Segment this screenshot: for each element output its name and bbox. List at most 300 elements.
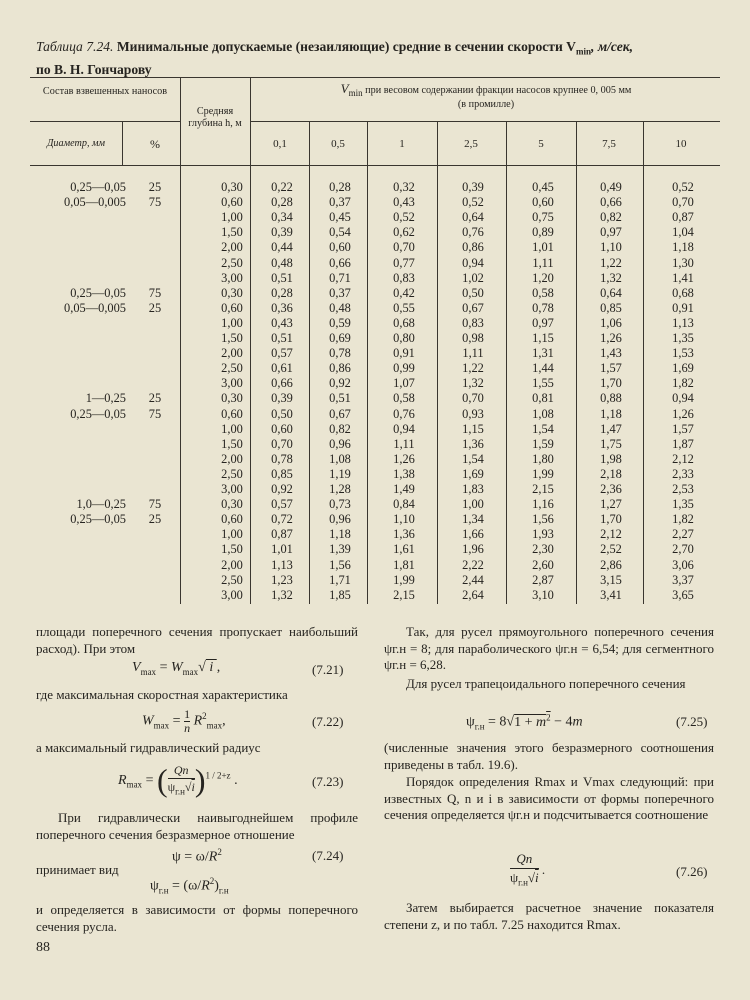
vmin-cell: 0,85 (271, 466, 293, 481)
vmin-cell: 1,93 (532, 527, 554, 542)
table-row (30, 589, 720, 603)
vmin-cell: 0,55 (393, 300, 415, 315)
table-row (30, 272, 720, 286)
vmin-cell: 0,86 (462, 240, 484, 255)
vmin-cell: 1,01 (271, 542, 293, 557)
vmin-cell: 1,26 (672, 406, 694, 421)
vmin-cell: 0,28 (271, 195, 293, 210)
table-row (30, 302, 720, 316)
vmin-cell: 1,59 (532, 436, 554, 451)
vmin-cell: 0,83 (393, 270, 415, 285)
fraction-header: 2,5 (464, 138, 478, 150)
vmin-cell: 3,15 (600, 572, 622, 587)
right-para-3: (численные значения этого безразмерного соотношения приведены в табл. 19.6). (384, 740, 714, 772)
vmin-cell: 0,52 (462, 195, 484, 210)
vmin-cell: 0,44 (271, 240, 293, 255)
fraction-header: 10 (675, 138, 687, 150)
vmin-cell: 0,51 (271, 331, 293, 345)
vmin-cell: 0,34 (271, 210, 293, 225)
vmin-cell: 1,83 (462, 482, 484, 496)
depth-cell: 0,30 (221, 391, 243, 406)
vmin-cell: 2,12 (672, 451, 694, 466)
vmin-cell: 1,11 (393, 436, 415, 451)
vmin-cell: 2,22 (462, 557, 484, 572)
vmin-cell: 1,69 (462, 466, 484, 481)
fraction-header: 0,1 (273, 138, 287, 150)
vmin-cell: 0,92 (329, 376, 351, 391)
diameter-cell: 0,25—0,05 (70, 285, 126, 300)
diameter-cell: 0,05—0,005 (64, 195, 126, 210)
vmin-cell: 1,54 (532, 421, 554, 436)
vmin-cell: 1,82 (672, 376, 694, 391)
vmin-cell: 0,37 (329, 195, 351, 210)
vmin-cell: 0,36 (271, 300, 293, 315)
vmin-cell: 0,37 (329, 285, 351, 300)
vmin-cell: 1,44 (532, 361, 554, 376)
depth-cell: 2,00 (221, 346, 243, 361)
vmin-cell: 0,28 (271, 285, 293, 300)
vmin-cell: 2,60 (532, 557, 554, 572)
vmin-cell: 1,99 (393, 572, 415, 587)
vmin-cell: 0,39 (271, 391, 293, 406)
vmin-cell: 0,81 (532, 391, 554, 406)
caption-label: Таблица 7.24. (36, 39, 114, 54)
depth-cell: 1,00 (221, 315, 243, 330)
depth-cell: 0,60 (221, 512, 243, 527)
vmin-cell: 0,96 (329, 436, 351, 451)
vmin-cell: 0,82 (600, 210, 622, 225)
header-diameter: Диаметр, мм (46, 138, 106, 149)
vmin-cell: 0,32 (393, 180, 415, 194)
vmin-cell: 3,65 (672, 587, 694, 602)
vmin-cell: 0,52 (672, 180, 694, 194)
vmin-cell: 0,48 (329, 300, 351, 315)
vmin-cell: 0,39 (271, 225, 293, 240)
vmin-cell: 1,66 (462, 527, 484, 542)
vmin-cell: 0,76 (462, 225, 484, 240)
vmin-cell: 0,58 (393, 391, 415, 406)
vmin-cell: 0,43 (271, 315, 293, 330)
right-para-1: Так, для русел прямоугольного поперечного сечения ψг.н = 8; для параболического ψг.н = 6,54; для сегментного ψг.н = 6,28. (384, 624, 714, 673)
vmin-cell: 0,71 (329, 270, 351, 285)
percent-cell: 75 (148, 285, 162, 300)
vmin-cell: 1,31 (532, 346, 554, 361)
formula-7-25: $\psi_{г.н} = 8√1 + m^2 - 4m$ (466, 712, 583, 732)
table-row (30, 226, 720, 240)
depth-cell: 2,00 (221, 451, 243, 466)
formula-7-21: $V_{max} = W_{max}√$ i , (132, 660, 221, 677)
vmin-cell: 2,70 (672, 542, 694, 557)
vmin-cell: 0,83 (462, 315, 484, 330)
vmin-cell: 3,41 (600, 587, 622, 602)
vmin-cell: 1,41 (672, 270, 694, 285)
depth-cell: 2,00 (221, 240, 243, 255)
table-top-rule (30, 77, 720, 78)
vmin-cell: 0,94 (393, 421, 415, 436)
vmin-cell: 1,34 (462, 512, 484, 527)
eq-number-7-22: (7.22) (312, 714, 344, 729)
vmin-cell: 0,85 (600, 300, 622, 315)
vmin-cell: 0,89 (532, 225, 554, 240)
vmin-cell: 1,22 (462, 361, 484, 376)
vmin-cell: 0,88 (600, 391, 622, 406)
vmin-cell: 0,51 (329, 391, 351, 406)
vmin-cell: 0,48 (271, 255, 293, 270)
vmin-cell: 0,93 (462, 406, 484, 421)
vmin-cell: 0,94 (672, 391, 694, 406)
header-percent: % (150, 137, 160, 151)
table-row (30, 377, 720, 391)
vmin-cell: 1,96 (462, 542, 484, 557)
vmin-cell: 0,97 (600, 225, 622, 240)
vmin-cell: 0,42 (393, 285, 415, 300)
vmin-cell: 0,78 (329, 346, 351, 361)
table-row (30, 513, 720, 527)
vmin-cell: 0,64 (600, 285, 622, 300)
vmin-cell: 0,58 (532, 285, 554, 300)
depth-cell: 3,00 (221, 587, 243, 602)
diameter-cell: 0,05—0,005 (64, 300, 126, 315)
vmin-cell: 1,53 (672, 346, 694, 361)
vmin-cell: 0,60 (532, 195, 554, 210)
depth-cell: 2,50 (221, 572, 243, 587)
vmin-cell: 0,70 (393, 240, 415, 255)
depth-cell: 1,00 (221, 421, 243, 436)
vmin-cell: 1,01 (532, 240, 554, 255)
vmin-cell: 0,67 (462, 300, 484, 315)
vmin-cell: 0,70 (672, 195, 694, 210)
vmin-cell: 3,06 (672, 557, 694, 572)
vmin-cell: 0,50 (462, 285, 484, 300)
vmin-cell: 0,91 (672, 300, 694, 315)
table-row (30, 181, 720, 195)
vmin-cell: 1,30 (672, 255, 694, 270)
fraction-header: 5 (538, 138, 544, 150)
diameter-cell: 1—0,25 (85, 391, 126, 406)
vmin-cell: 1,02 (462, 270, 484, 285)
vmin-cell: 1,08 (532, 406, 554, 421)
vmin-cell: 0,45 (329, 210, 351, 225)
table-row (30, 453, 720, 467)
vmin-cell: 0,67 (329, 406, 351, 421)
vmin-cell: 1,81 (393, 557, 415, 572)
vmin-cell: 1,82 (672, 512, 694, 527)
formula-psi-gn: $\psi_{г.н} = (\omega/R^2)_{г.н}$ (150, 876, 229, 896)
vmin-cell: 0,86 (329, 361, 351, 376)
vmin-cell: 0,51 (271, 270, 293, 285)
formula-7-22: $W_{max}$ = $\frac{1}{n} R^2_{max}$, (142, 707, 226, 735)
vmin-cell: 0,28 (329, 180, 351, 194)
table-row (30, 347, 720, 361)
header-depth: Средняя глубина h, м (188, 106, 242, 129)
percent-cell: 75 (148, 195, 162, 210)
table-row (30, 362, 720, 376)
right-para-5: Затем выбирается расчетное значение показателя степени z, и по табл. 7.25 находится Rmax. (384, 900, 714, 932)
vmin-cell: 1,56 (532, 512, 554, 527)
vmin-cell: 1,54 (462, 451, 484, 466)
table-caption (36, 38, 726, 79)
vmin-cell: 0,87 (271, 527, 293, 542)
vmin-cell: 1,49 (393, 482, 415, 496)
left-para-6: и определяется в зависимости от формы поперечного сечения русла. (36, 902, 358, 934)
vmin-cell: 0,96 (329, 512, 351, 527)
vmin-cell: 1,18 (329, 527, 351, 542)
depth-cell: 1,00 (221, 210, 243, 225)
vmin-cell: 1,70 (600, 512, 622, 527)
vmin-cell: 0,39 (462, 180, 484, 194)
caption-author: по В. Н. Гончарову (36, 61, 152, 77)
depth-cell: 0,30 (221, 497, 243, 512)
depth-cell: 3,00 (221, 270, 243, 285)
vmin-cell: 1,32 (462, 376, 484, 391)
left-para-2: где максимальная скоростная характеристика (36, 687, 288, 702)
vmin-cell: 0,61 (271, 361, 293, 376)
vmin-cell: 0,66 (600, 195, 622, 210)
formula-7-24: $\psi = \omega/R^2$ (172, 847, 222, 865)
depth-cell: 1,00 (221, 527, 243, 542)
percent-cell: 75 (148, 497, 162, 512)
vmin-cell: 0,91 (393, 346, 415, 361)
table-row (30, 483, 720, 497)
vmin-cell: 1,10 (393, 512, 415, 527)
depth-cell: 2,50 (221, 255, 243, 270)
vmin-cell: 0,94 (462, 255, 484, 270)
vmin-cell: 1,38 (393, 466, 415, 481)
fraction-header: 0,5 (331, 138, 345, 150)
vmin-cell: 1,32 (600, 270, 622, 285)
vmin-cell: 0,68 (393, 315, 415, 330)
vmin-cell: 0,76 (393, 406, 415, 421)
table-row (30, 498, 720, 512)
vmin-cell: 1,20 (532, 270, 554, 285)
table-row (30, 408, 720, 422)
vmin-cell: 2,12 (600, 527, 622, 542)
depth-cell: 0,30 (221, 285, 243, 300)
vmin-cell: 0,82 (329, 421, 351, 436)
vmin-cell: 1,56 (329, 557, 351, 572)
table-row (30, 211, 720, 225)
vmin-cell: 0,77 (393, 255, 415, 270)
vmin-cell: 2,64 (462, 587, 484, 602)
table-row (30, 423, 720, 437)
vmin-cell: 2,52 (600, 542, 622, 557)
left-para-4: При гидравлически наивыгоднейшем профиле поперечного сечения безразмерное отношение (36, 810, 358, 842)
depth-cell: 1,50 (221, 225, 243, 240)
vmin-cell: 1,16 (532, 497, 554, 512)
vmin-cell: 2,44 (462, 572, 484, 587)
vmin-cell: 1,57 (672, 421, 694, 436)
vmin-cell: 2,15 (532, 482, 554, 496)
table-row (30, 543, 720, 557)
vmin-cell: 0,66 (271, 376, 293, 391)
diameter-cell: 1,0—0,25 (76, 497, 126, 512)
vmin-cell: 0,84 (393, 497, 415, 512)
header-composition: Состав взвешенных наносов (42, 86, 168, 97)
table-row (30, 257, 720, 271)
vmin-cell: 0,22 (271, 180, 293, 194)
eq-number-7-25: (7.25) (676, 714, 708, 729)
table-row (30, 438, 720, 452)
vmin-cell: 3,37 (672, 572, 694, 587)
vmin-cell: 1,61 (393, 542, 415, 557)
diameter-cell: 0,25—0,05 (70, 406, 126, 421)
vmin-cell: 1,36 (393, 527, 415, 542)
depth-cell: 1,50 (221, 331, 243, 345)
vmin-cell: 0,49 (600, 180, 622, 194)
table-row (30, 528, 720, 542)
vmin-cell: 0,57 (271, 497, 293, 512)
vmin-cell: 1,99 (532, 466, 554, 481)
vmin-cell: 0,64 (462, 210, 484, 225)
vmin-cell: 0,59 (329, 315, 351, 330)
fraction-header: 7,5 (602, 138, 616, 150)
right-para-2: Для русел трапецоидального поперечного сечения (406, 676, 686, 691)
page-number: 88 (36, 940, 50, 955)
vmin-cell: 1,23 (271, 572, 293, 587)
vmin-cell: 2,18 (600, 466, 622, 481)
depth-cell: 2,50 (221, 466, 243, 481)
caption-title: Минимальные допускаемые (незаиляющие) средние в сечении скорости $V_{min}$ (116, 39, 592, 57)
diameter-cell: 0,25—0,05 (70, 512, 126, 527)
vmin-cell: 1,70 (600, 376, 622, 391)
vmin-cell: 0,75 (532, 210, 554, 225)
vmin-cell: 0,60 (271, 421, 293, 436)
vmin-cell: 1,11 (532, 255, 554, 270)
percent-cell: 25 (148, 300, 162, 315)
percent-cell: 25 (148, 512, 162, 527)
vmin-cell: 0,57 (271, 346, 293, 361)
vmin-cell: 1,18 (672, 240, 694, 255)
formula-7-23: $R_{max}$ = ( Qn $\psi_{г.н}√i)^{1 / 2+z}$ . (118, 762, 238, 799)
vmin-cell: 0,73 (329, 497, 351, 512)
depth-cell: 1,50 (221, 542, 243, 557)
header-vmin: $V_{min}$ при весовом содержании фракции насосов крупнее 0, 005 мм (в промилле) (340, 81, 632, 111)
table-row (30, 241, 720, 255)
vmin-cell: 1,35 (672, 331, 694, 345)
percent-cell: 75 (148, 406, 162, 421)
eq-number-7-21: (7.21) (312, 662, 344, 677)
vmin-cell: 1,28 (329, 482, 351, 496)
vmin-cell: 0,52 (393, 210, 415, 225)
left-para-3: а максимальный гидравлический радиус (36, 740, 261, 755)
vmin-cell: 0,70 (462, 391, 484, 406)
table-row (30, 196, 720, 210)
vmin-cell: 2,53 (672, 482, 694, 496)
vmin-cell: 0,99 (393, 361, 415, 376)
left-para-1: площади поперечного сечения пропускает наибольший расход). При этом (36, 624, 358, 656)
vmin-cell: 0,68 (672, 285, 694, 300)
vmin-cell: 0,45 (532, 180, 554, 194)
vmin-cell: 0,66 (329, 255, 351, 270)
vmin-cell: 1,36 (462, 436, 484, 451)
vmin-cell: 0,72 (271, 512, 293, 527)
vmin-cell: 1,15 (532, 331, 554, 345)
vmin-cell: 0,69 (329, 331, 351, 345)
table-row (30, 392, 720, 406)
vmin-cell: 1,55 (532, 376, 554, 391)
fraction-header: 1 (399, 138, 405, 150)
vmin-cell: 0,54 (329, 225, 351, 240)
vmin-cell: 2,87 (532, 572, 554, 587)
depth-cell: 3,00 (221, 376, 243, 391)
vmin-cell: 1,98 (600, 451, 622, 466)
vmin-cell: 1,27 (600, 497, 622, 512)
vmin-cell: 1,35 (672, 497, 694, 512)
vmin-cell: 0,78 (532, 300, 554, 315)
table-row (30, 287, 720, 301)
vmin-cell: 0,97 (532, 315, 554, 330)
vmin-cell: 1,10 (600, 240, 622, 255)
vmin-cell: 1,19 (329, 466, 351, 481)
vmin-cell: 1,69 (672, 361, 694, 376)
table-row (30, 468, 720, 482)
vmin-cell: 2,30 (532, 542, 554, 557)
table-row (30, 317, 720, 331)
depth-cell: 0,60 (221, 195, 243, 210)
vmin-cell: 2,86 (600, 557, 622, 572)
vmin-cell: 0,98 (462, 331, 484, 345)
left-para-5: принимает вид (36, 862, 119, 877)
vmin-cell: 0,70 (271, 436, 293, 451)
vmin-cell: 0,87 (672, 210, 694, 225)
vmin-cell: 0,60 (329, 240, 351, 255)
vmin-cell: 1,80 (532, 451, 554, 466)
depth-cell: 1,50 (221, 436, 243, 451)
percent-cell: 25 (148, 391, 162, 406)
vmin-cell: 1,26 (600, 331, 622, 345)
table-row (30, 332, 720, 346)
vmin-cell: 1,22 (600, 255, 622, 270)
header-mid-rule-left (30, 121, 180, 122)
vmin-cell: 2,15 (393, 587, 415, 602)
percent-cell: 25 (148, 180, 162, 194)
vmin-cell: 0,92 (271, 482, 293, 496)
vmin-cell: 1,75 (600, 436, 622, 451)
vmin-cell: 1,08 (329, 451, 351, 466)
eq-number-7-24: (7.24) (312, 848, 344, 863)
right-para-4: Порядок определения Rmax и Vmax следующий: при известных Q, n и i в зависимости от формы поперечного сечения определяется ψг.н и подсчитывается соотношение (384, 774, 714, 823)
depth-cell: 0,60 (221, 300, 243, 315)
vmin-cell: 0,50 (271, 406, 293, 421)
vmin-cell: 0,43 (393, 195, 415, 210)
vmin-cell: 1,06 (600, 315, 622, 330)
vmin-cell: 1,15 (462, 421, 484, 436)
header-bottom-rule (30, 165, 720, 166)
vmin-cell: 1,39 (329, 542, 351, 557)
vmin-cell: 0,78 (271, 451, 293, 466)
vmin-cell: 2,36 (600, 482, 622, 496)
eq-number-7-23: (7.23) (312, 774, 344, 789)
vmin-cell: 1,26 (393, 451, 415, 466)
depth-cell: 2,50 (221, 361, 243, 376)
vmin-cell: 1,04 (672, 225, 694, 240)
vmin-cell: 1,00 (462, 497, 484, 512)
vmin-cell: 1,07 (393, 376, 415, 391)
depth-cell: 0,30 (221, 180, 243, 194)
depth-cell: 0,60 (221, 406, 243, 421)
vmin-cell: 0,62 (393, 225, 415, 240)
vmin-cell: 1,87 (672, 436, 694, 451)
vmin-cell: 1,71 (329, 572, 351, 587)
vmin-cell: 2,27 (672, 527, 694, 542)
vmin-cell: 1,57 (600, 361, 622, 376)
table-row (30, 574, 720, 588)
col-rule-1 (122, 121, 123, 165)
formula-7-26: Qn $\psi_{г.н}√i$ . (510, 851, 546, 888)
caption-unit: , м/сек, (591, 39, 634, 54)
table-row (30, 559, 720, 573)
diameter-cell: 0,25—0,05 (70, 180, 126, 194)
